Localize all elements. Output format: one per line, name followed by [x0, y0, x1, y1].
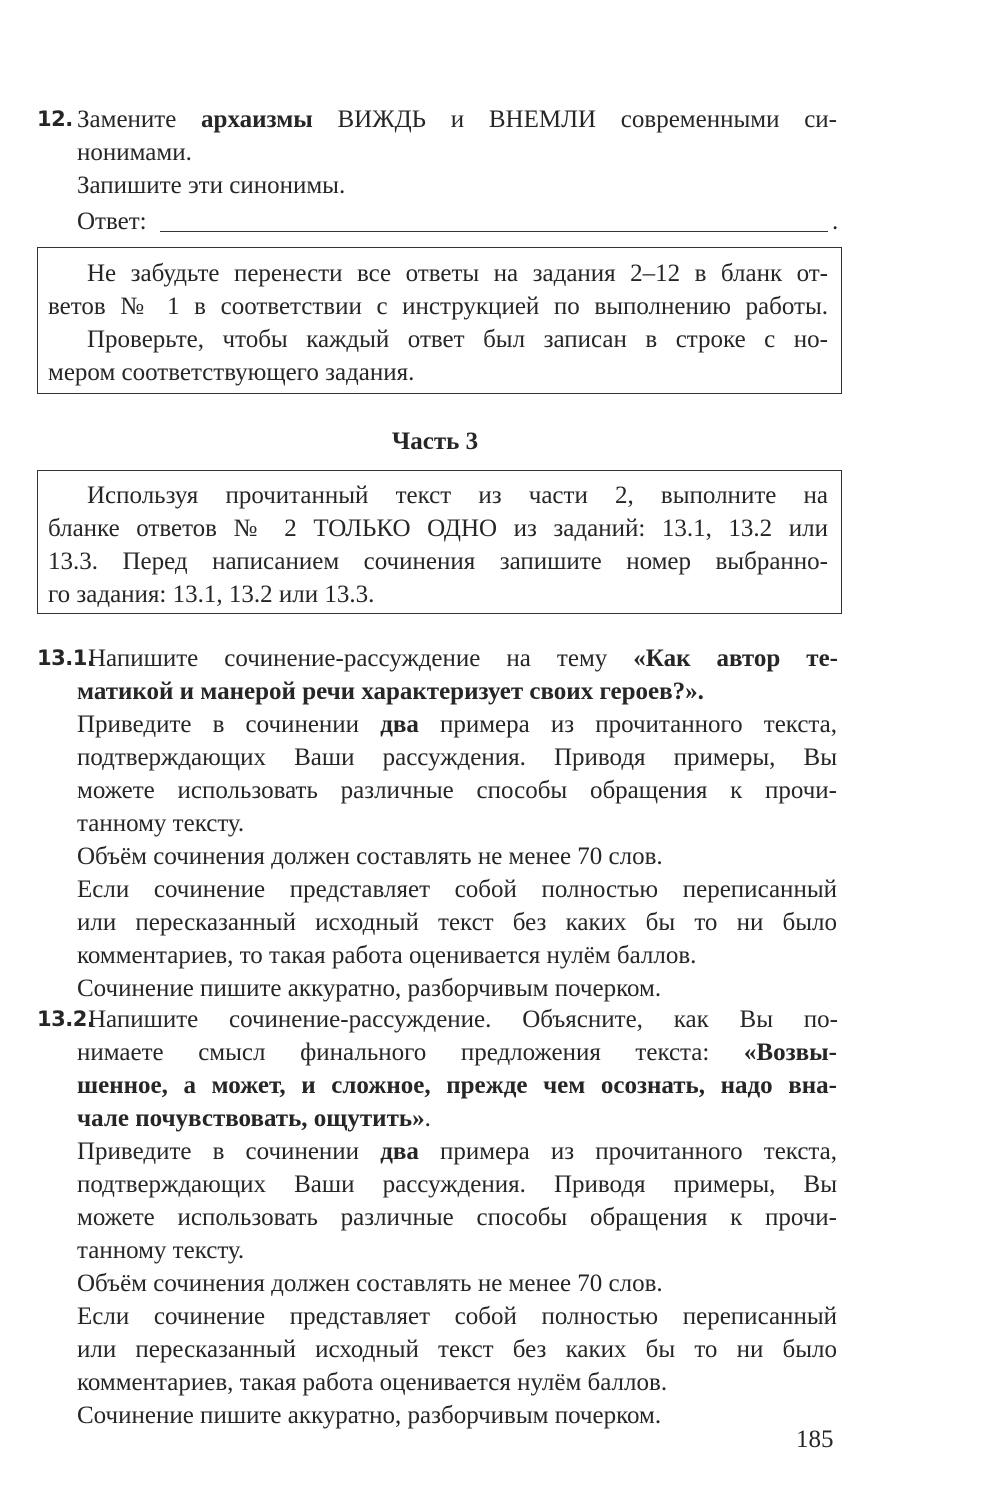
task-text-line: нонимами. [77, 139, 192, 166]
instructions-line: бланке ответов № 2 ТОЛЬКО ОДНО из заданий: 13.1, 13.2 или [48, 515, 828, 542]
section-heading: Часть 3 [391, 428, 479, 455]
answer-field[interactable] [160, 231, 828, 232]
task-text-line: Замените архаизмы ВИЖДЬ и ВНЕМЛИ современными си- [77, 106, 837, 133]
task-text-line: Запишите эти синонимы. [77, 172, 346, 199]
task-text-line: подтверждающих Ваши рассуждения. Приводя примеры, Вы [77, 1171, 837, 1198]
notice-line: мером соответствующего задания. [48, 359, 415, 386]
task-text-line: Объём сочинения должен составлять не менее 70 слов. [77, 1270, 663, 1297]
notice-line: Проверьте, чтобы каждый ответ был записан в строке с но- [87, 326, 828, 353]
task-text-line: Напишите сочинение-рассуждение. Объясните, как Вы по- [88, 1006, 838, 1033]
task-text-line: можете использовать различные способы обращения к прочи- [77, 777, 837, 804]
task-text-line: Приведите в сочинении два примера из прочитанного текста, [77, 1138, 837, 1165]
notice-line: Не забудьте перенести все ответы на задания 2–12 в бланк от- [87, 260, 828, 287]
task-text-line: Приведите в сочинении два примера из прочитанного текста, [77, 711, 837, 738]
instructions-line: го задания: 13.1, 13.2 или 13.3. [48, 581, 375, 608]
quoted-sentence: шенное, а может, и сложное, прежде чем осознать, надо вна- [77, 1072, 837, 1099]
task-number: 13.2. [37, 1007, 95, 1031]
essay-topic: матикой и манерой речи характеризует своих героев?». [77, 678, 704, 705]
quoted-sentence: чале почувствовать, ощутить» [77, 1105, 425, 1132]
term-archaisms: архаизмы [201, 106, 313, 133]
task-text-line: танному тексту. [77, 1237, 245, 1264]
essay-topic: «Как автор те- [633, 645, 838, 672]
task-text-line: Если сочинение представляет собой полностью переписанный [77, 1303, 837, 1330]
task-text-line: комментариев, то такая работа оценивается нулём баллов. [77, 942, 697, 969]
task-text-line: Сочинение пишите аккуратно, разборчивым почерком. [77, 975, 662, 1002]
task-text-line: Напишите сочинение-рассуждение на тему «Как автор те- [88, 645, 838, 672]
task-text-line: чале почувствовать, ощутить». [77, 1105, 431, 1132]
notice-line: ветов № 1 в соответствии с инструкцией по выполнению работы. [48, 293, 828, 320]
answer-end-period: . [832, 208, 839, 235]
task-text-line: Объём сочинения должен составлять не менее 70 слов. [77, 843, 663, 870]
task-text-line [77, 675, 837, 708]
task-text-line: Если сочинение представляет собой полностью переписанный [77, 876, 837, 903]
task-text-line: или пересказанный исходный текст без каких бы то ни было [77, 909, 837, 936]
task-number: 12. [37, 107, 73, 131]
page-number: 185 [796, 1426, 834, 1453]
task-text-line: можете использовать различные способы обращения к прочи- [77, 1204, 837, 1231]
emphasis-two: два [380, 1138, 419, 1165]
task-text-line [77, 1069, 837, 1102]
quoted-sentence: «Возвы- [743, 1039, 837, 1066]
task-text-line: танному тексту. [77, 810, 245, 837]
notice-box [37, 247, 842, 394]
task-text-line: комментариев, такая работа оценивается нулём баллов. [77, 1369, 668, 1396]
task-number: 13.1. [37, 646, 95, 670]
emphasis-two: два [380, 711, 419, 738]
task-text-line: Сочинение пишите аккуратно, разборчивым почерком. [77, 1402, 662, 1429]
answer-label: Ответ: [77, 208, 147, 235]
instructions-line: Используя прочитанный текст из части 2, выполните на [87, 482, 828, 509]
instructions-box [37, 470, 842, 614]
task-text-line: нимаете смысл финального предложения текста: «Возвы- [77, 1039, 837, 1066]
instructions-line: 13.3. Перед написанием сочинения запишите номер выбранно- [48, 548, 828, 575]
task-text-line: или пересказанный исходный текст без каких бы то ни было [77, 1336, 837, 1363]
task-text-line: подтверждающих Ваши рассуждения. Приводя примеры, Вы [77, 744, 837, 771]
